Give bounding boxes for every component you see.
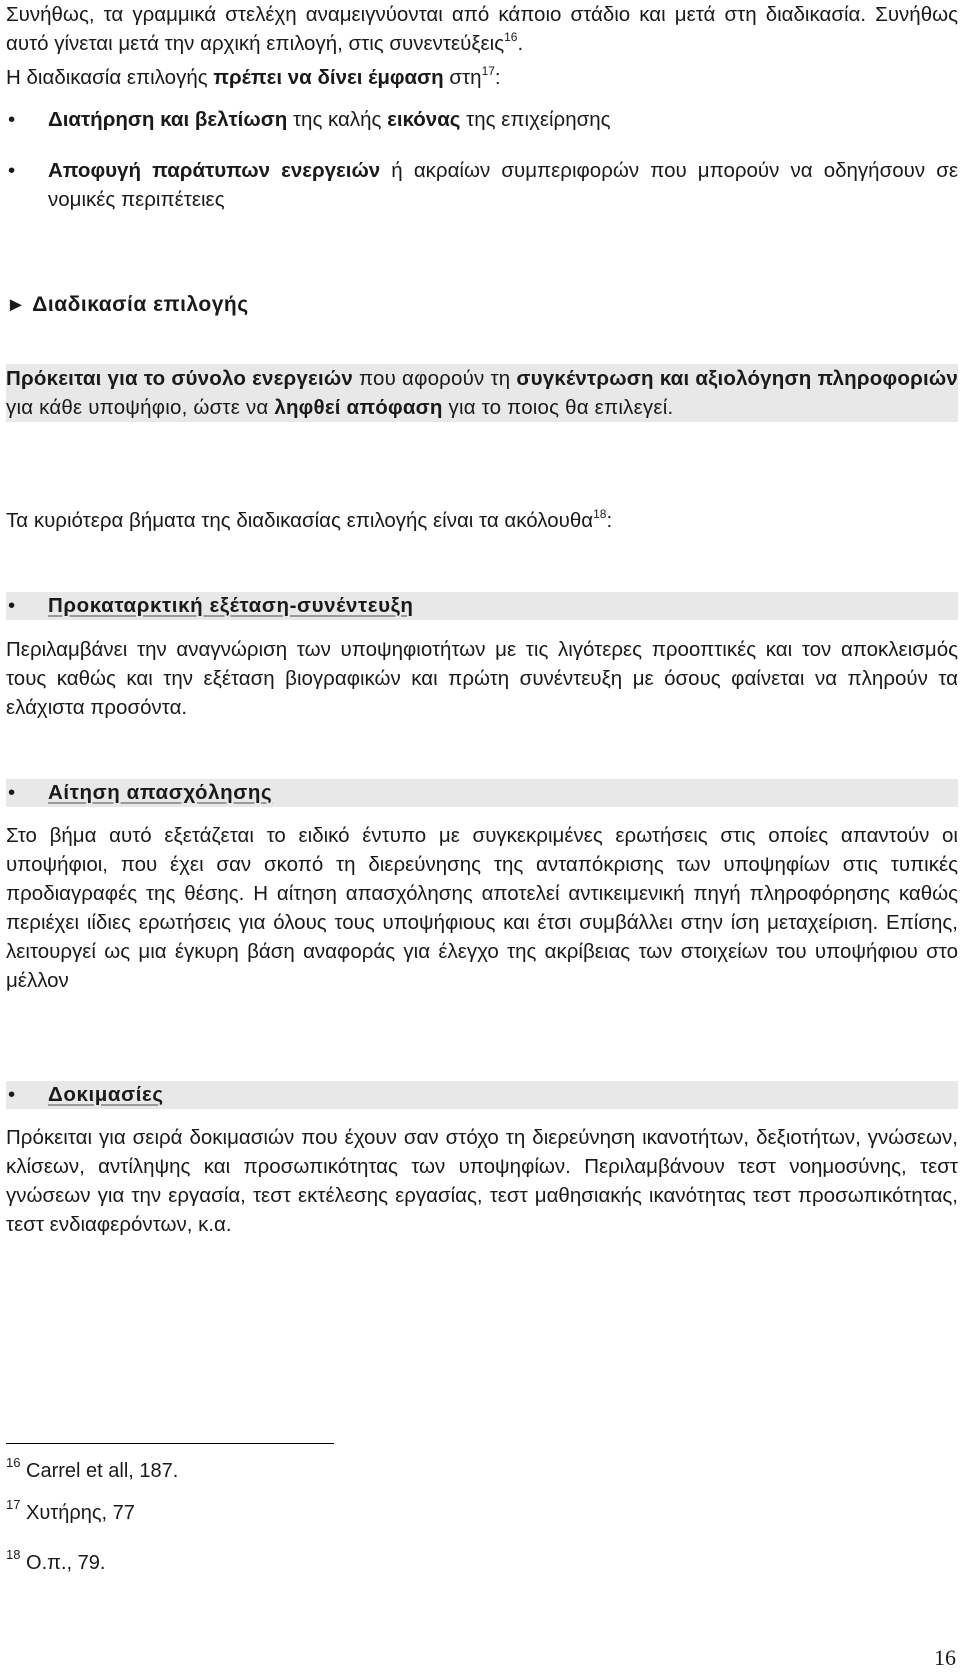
footnote-ref-16[interactable]: 16 xyxy=(504,30,518,44)
intro-paragraph: Συνήθως, τα γραμμικά στελέχη αναμειγνύονται από κάποιο στάδιο και μετά στη διαδικασία. Συνήθως αυτό γίνεται μετά την αρχική επιλογή, στις συνεντεύξεις$^{16}$. xyxy=(6,3,958,55)
step-heading xyxy=(6,779,958,807)
footnote-divider xyxy=(6,1443,334,1444)
step-heading xyxy=(6,592,958,620)
steps-intro: Τα κυριότερα βήματα της διαδικασίας επιλογής είναι τα ακόλουθα$^{18}$: xyxy=(6,507,613,532)
section-title: ► Διαδικασία επιλογής xyxy=(6,293,249,316)
footnote-ref-18[interactable]: 18 xyxy=(593,507,607,521)
emphasis-paragraph: Η διαδικασία επιλογής πρέπει να δίνει έμφαση στη$^{17}$: xyxy=(6,64,501,89)
bullet-item: • Διατήρηση και βελτίωση της καλής εικόνας της επιχείρησης xyxy=(6,105,958,134)
triangle-icon: ► xyxy=(6,294,27,316)
definition-paragraph: Πρόκειται για το σύνολο ενεργειών που αφορούν τη συγκέντρωση και αξιολόγηση πληροφοριών για κάθε υποψήφιο, ώστε να ληφθεί απόφαση για το ποιος θα επιλεγεί. xyxy=(6,364,958,422)
step-heading xyxy=(6,1081,958,1109)
footnote-ref-17[interactable]: 17 xyxy=(481,64,495,78)
footnote: $^{16}$ Carrel et all, 187. xyxy=(6,1455,179,1482)
footnote: $^{17}$ Χυτήρης, 77 xyxy=(6,1497,135,1524)
step-title: Δοκιμασίες xyxy=(48,1083,164,1106)
step-body: Περιλαμβάνει την αναγνώριση των υποψηφιοτήτων με τις λιγότερες προοπτικές και τον αποκλεισμός τους καθώς και την εξέταση βιογραφικών και πρώτη συνέντευξη με όσους φαίνεται να πληρούν τα ελάχιστα προσόντα. xyxy=(6,638,958,719)
bullet-symbol: • xyxy=(8,1083,16,1106)
page-number: 16 xyxy=(934,1645,956,1670)
footnote: $^{18}$ Ο.π., 79. xyxy=(6,1547,106,1574)
step-title: Αίτηση απασχόλησης xyxy=(48,781,273,804)
bullet-symbol: • xyxy=(8,159,16,182)
bullet-symbol: • xyxy=(8,108,16,131)
bullet-item: • Αποφυγή παράτυπων ενεργειών ή ακραίων συμπεριφορών που μπορούν να οδηγήσουν σε νομικές περιπέτειες xyxy=(6,156,958,214)
step-body: Πρόκειται για σειρά δοκιμασιών που έχουν σαν στόχο τη διερεύνηση ικανοτήτων, δεξιοτήτων, γνώσεων, κλίσεων, αντίληψης και προσωπικότητας των υποψηφίων. Περιλαμβάνουν τεστ νοημοσύνης, τεστ γνώσεων για την εργασία, τεστ εκτέλεσης εργασίας, τεστ μαθησιακής ικανότητας τεστ προσωπικότητας, τεστ ενδιαφερόντων, κ.α. xyxy=(6,1126,958,1236)
bullet-symbol: • xyxy=(8,594,16,617)
step-title: Προκαταρκτική εξέταση-συνέντευξη xyxy=(48,594,414,617)
step-body: Στο βήμα αυτό εξετάζεται το ειδικό έντυπο με συγκεκριμένες ερωτήσεις στις οποίες απαντούν οι υποψήφιοι, που έχει σαν σκοπό τη διερεύνησης της ανταπόκρισης των υποψηφίων στις τυπικές προδιαγραφές της θέσης. Η αίτηση απασχόλησης αποτελεί αντικειμενική πηγή πληροφόρησης καθώς περιέχει ιίδιες ερωτήσεις για όλους τους υποψήφιους και έτσι συμβάλλει στην ίση μεταχείριση. Επίσης, λειτουργεί ως μια έγκυρη βάση αναφοράς για έλεγχο της ακρίβειας των στοιχείων του υποψήφιου στο μέλλον xyxy=(6,824,958,992)
bullet-symbol: • xyxy=(8,781,16,804)
